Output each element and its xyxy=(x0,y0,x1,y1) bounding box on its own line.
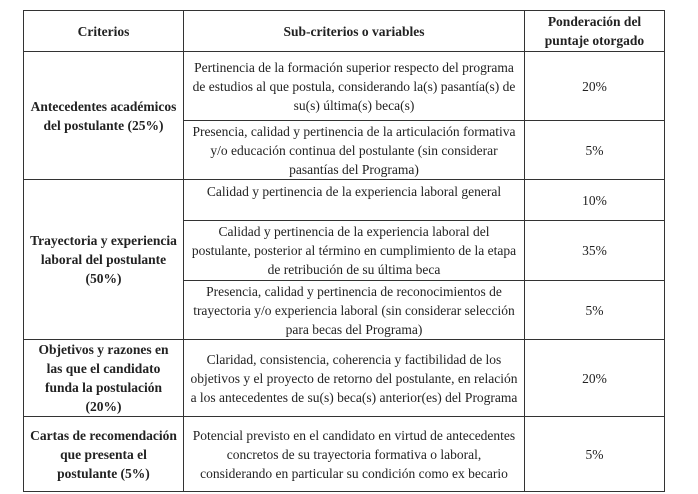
subcriterion-weight: 5% xyxy=(525,121,665,180)
subcriterion-text: Claridad, consistencia, coherencia y factibilidad de los objetivos y el proyecto de retorno del postulante, en relación a los antecedentes de su(s) beca(s) anterior(es) del Programa xyxy=(184,340,525,417)
subcriterion-text: Presencia, calidad y pertinencia de la articulación formativa y/o educación continua del postulante (sin considerar pasantías del Programa) xyxy=(184,121,525,180)
table-row xyxy=(24,52,665,121)
criterion-name: Cartas de recomendación que presenta el postulante (5%) xyxy=(24,417,184,492)
subcriterion-weight: 5% xyxy=(525,281,665,340)
table-row xyxy=(24,180,665,221)
table-header-row xyxy=(24,11,665,52)
header-subcriterios: Sub-criterios o variables xyxy=(184,11,525,52)
subcriterion-weight: 10% xyxy=(525,180,665,221)
subcriterion-text: Calidad y pertinencia de la experiencia laboral del postulante, posterior al término en cumplimiento de la etapa de retribución de su última beca xyxy=(184,221,525,281)
criterion-name: Antecedentes académicos del postulante (25%) xyxy=(24,52,184,180)
subcriterion-weight: 5% xyxy=(525,417,665,492)
subcriterion-text: Pertinencia de la formación superior respecto del programa de estudios al que postula, considerando la(s) pasantía(s) de su(s) última(s) beca(s) xyxy=(184,52,525,121)
table-row xyxy=(24,340,665,417)
subcriterion-text: Presencia, calidad y pertinencia de reconocimientos de trayectoria y/o experiencia laboral (sin considerar selección para becas del Programa) xyxy=(184,281,525,340)
criterion-name: Objetivos y razones en las que el candidato funda la postulación (20%) xyxy=(24,340,184,417)
subcriterion-weight: 20% xyxy=(525,340,665,417)
table-row xyxy=(24,417,665,492)
subcriterion-weight: 20% xyxy=(525,52,665,121)
subcriterion-weight: 35% xyxy=(525,221,665,281)
header-ponderacion: Ponderación del puntaje otorgado xyxy=(525,11,665,52)
header-criterios: Criterios xyxy=(24,11,184,52)
subcriterion-text: Calidad y pertinencia de la experiencia laboral general xyxy=(184,180,525,221)
criterion-name: Trayectoria y experiencia laboral del postulante (50%) xyxy=(24,180,184,340)
evaluation-criteria-table xyxy=(23,10,665,492)
subcriterion-text: Potencial previsto en el candidato en virtud de antecedentes concretos de su trayectoria formativa o laboral, considerando en particular su condición como ex becario xyxy=(184,417,525,492)
